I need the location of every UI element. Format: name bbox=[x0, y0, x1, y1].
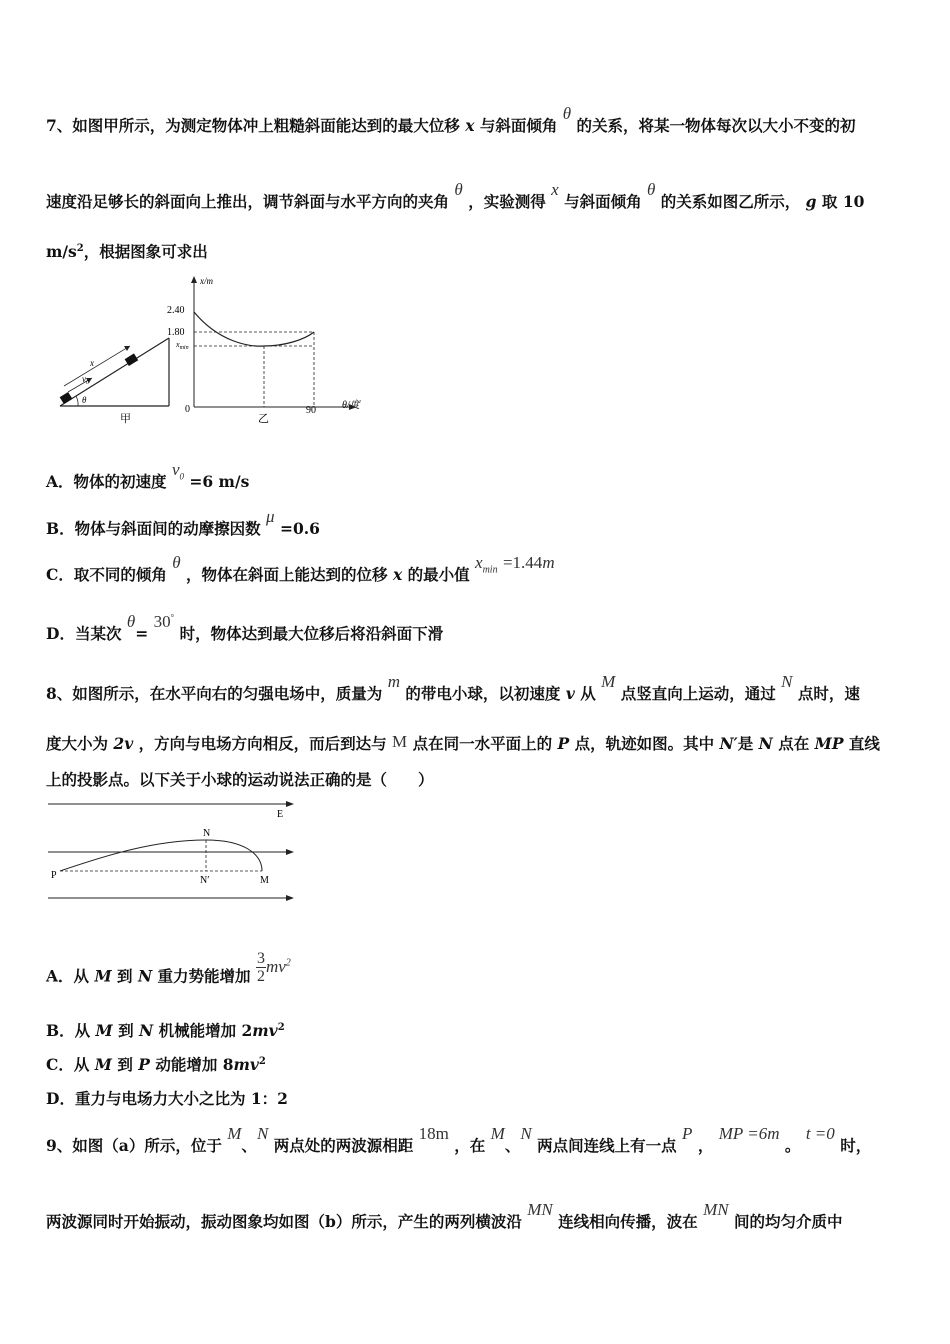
trajectory bbox=[60, 840, 262, 871]
distance-18m: 18m bbox=[418, 1124, 449, 1143]
var-x: x bbox=[392, 565, 403, 584]
var-x: x bbox=[465, 116, 475, 135]
value-30-deg: 30° bbox=[153, 612, 175, 631]
var-2v: 2v bbox=[113, 734, 134, 753]
q8-option-b: B．从 M 到 N 机械能增加 $2mv^2$ bbox=[46, 1021, 285, 1040]
var-v0: $v_0$ bbox=[171, 460, 184, 482]
block-bottom bbox=[60, 392, 73, 404]
t-equals-0: t =0 bbox=[805, 1124, 835, 1143]
var-x: x bbox=[551, 180, 559, 199]
incline-angle-label: θ bbox=[82, 395, 87, 405]
point-N: N bbox=[203, 828, 211, 839]
q8-line-2: 度大小为 2v ，方向与电场方向相反，而后到达与 M 点在同一水平面上的 P 点，轨迹如图。其中 N′是 N 点在 MP 直线 bbox=[46, 732, 880, 753]
q8-option-c: C．从 M 到 P 动能增加 $8mv^2$ bbox=[46, 1055, 266, 1074]
point-M: M bbox=[260, 875, 269, 886]
q7-option-d: D．当某次 θ= 30° 时，物体达到最大位移后将沿斜面下滑 bbox=[46, 612, 444, 643]
point-N-prime: N′ bbox=[200, 875, 210, 886]
var-m: m bbox=[387, 672, 400, 691]
y-axis-label: x/m bbox=[200, 276, 213, 286]
var-theta: θ bbox=[172, 553, 181, 572]
MP-equals-6m: MP =6m bbox=[718, 1124, 780, 1143]
q7-option-a: A．物体的初速度 $v_0 =6$ m/s bbox=[46, 460, 250, 491]
var-P: P bbox=[557, 734, 570, 753]
field-arrow-top bbox=[286, 801, 294, 807]
y-axis-arrow bbox=[191, 276, 197, 283]
x-arrow-head bbox=[124, 346, 130, 351]
var-M: M bbox=[392, 732, 408, 751]
incline-slope bbox=[60, 338, 169, 406]
incline-v-label: $v_0$ bbox=[82, 374, 89, 386]
var-N-prime: N′ bbox=[719, 734, 738, 753]
q9-line-2: 两波源同时开始振动，振动图象均如图（b）所示，产生的两列横波沿 MN 连线相向传播，波在 MN 间的均匀介质中 bbox=[46, 1200, 843, 1231]
q8-figure bbox=[44, 796, 304, 908]
field-label-E: E bbox=[277, 809, 284, 820]
q9-line-1: 9、如图（a）所示，位于 M、N 两点处的两波源相距 18m ，在 M、N 两点间连线上有一点 P ， MP =6m 。 t =0 时， bbox=[46, 1124, 872, 1155]
angle-arc bbox=[76, 396, 78, 406]
var-theta: θ bbox=[646, 180, 656, 199]
var-g: g bbox=[805, 192, 817, 211]
var-mu: μ bbox=[266, 507, 275, 526]
var-xmin: $x_{min}$ bbox=[475, 553, 498, 576]
var-theta: θ bbox=[126, 612, 136, 631]
var-theta: θ bbox=[454, 180, 463, 199]
incline-diagram bbox=[60, 338, 169, 425]
x-tick-90: 90 bbox=[306, 405, 316, 416]
var-theta: θ bbox=[562, 104, 572, 123]
origin-label: 0 bbox=[185, 404, 190, 415]
caption-yi: 乙 bbox=[258, 413, 269, 425]
incline-x-label: x bbox=[90, 358, 94, 368]
graph bbox=[167, 276, 362, 425]
x-axis-label: θ/度 bbox=[342, 400, 360, 411]
q7-line-1: 7、如图甲所示，为测定物体冲上粗糙斜面能达到的最大位移 x 与斜面倾角 θ 的关系，将某一物体每次以大小不变的初 bbox=[46, 104, 856, 135]
x-arrow bbox=[64, 346, 130, 386]
q7-line-2: 速度沿足够长的斜面向上推出，调节斜面与水平方向的夹角 θ ，实验测得 x 与斜面倾角 θ 的关系如图乙所示， g 取 10 bbox=[46, 180, 865, 211]
var-M: M bbox=[601, 672, 616, 691]
var-N: N bbox=[781, 672, 793, 691]
field-arrow-bottom bbox=[286, 895, 294, 901]
q8-option-d: D．重力与电场力大小之比为 1：2 bbox=[46, 1089, 288, 1108]
caption-jia: 甲 bbox=[120, 413, 131, 425]
var-MP: MP bbox=[814, 734, 844, 753]
q7-option-b: B．物体与斜面间的动摩擦因数 μ =0.6 bbox=[46, 507, 320, 538]
y-tick-1.80: 1.80 bbox=[167, 327, 185, 338]
q7-option-c: C．取不同的倾角 θ ，物体在斜面上能达到的位移 x 的最小值 $x_{min} =1.44m$ bbox=[46, 553, 555, 584]
var-v: v bbox=[565, 684, 575, 703]
value-1.44: =1.44 bbox=[502, 553, 543, 572]
y-tick-2.40: 2.40 bbox=[167, 305, 185, 316]
var-N: N bbox=[758, 734, 773, 753]
field-arrow-middle bbox=[286, 849, 294, 855]
y-tick-xmin: $x_{min}$ bbox=[176, 340, 189, 351]
point-P: P bbox=[51, 870, 57, 881]
q8-line-3: 上的投影点。以下关于小球的运动说法正确的是（ ） bbox=[46, 770, 434, 789]
q8-line-1: 8、如图所示，在水平向右的匀强电场中，质量为 m 的带电小球，以初速度 v 从 M 点竖直向上运动，通过 N 点时，速 bbox=[46, 672, 860, 703]
fraction-3-2: $\frac{3}{2}$ bbox=[256, 950, 265, 985]
q7-figure bbox=[44, 272, 384, 432]
x-theta-curve bbox=[194, 312, 314, 346]
q8-option-a: A．从 M 到 N 重力势能增加 $\frac{3}{2}mv^2$ bbox=[46, 950, 291, 986]
q7-line-3: $m/s^2$，根据图象可求出 bbox=[46, 242, 208, 261]
